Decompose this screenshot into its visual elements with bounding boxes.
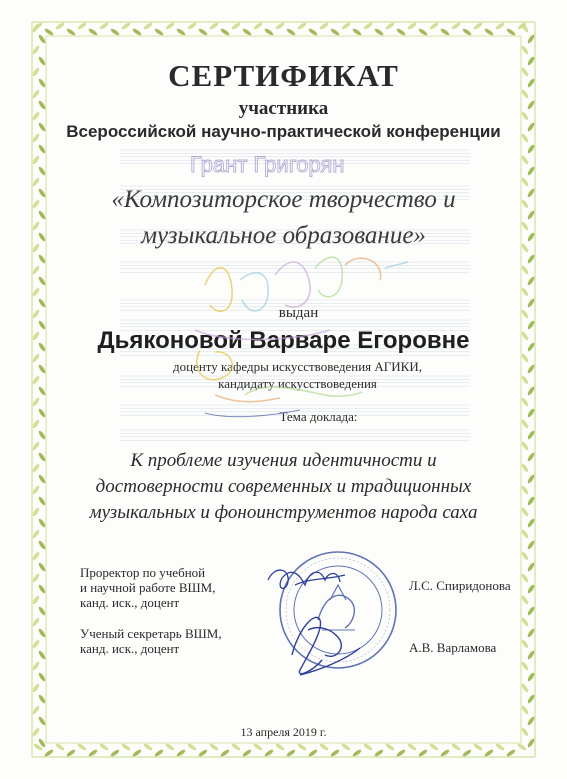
- signatory-2-role: [80, 626, 222, 656]
- position-line1: доценту кафедры искусствоведения АГИКИ,: [173, 359, 422, 374]
- position-line2: кандидату искусствоведения: [218, 376, 377, 391]
- certificate-title: СЕРТИФИКАТ: [168, 58, 399, 93]
- conference-name: [0, 182, 567, 254]
- topic-line2: достоверности современных и традиционных: [95, 476, 472, 497]
- report-theme-label: Тема доклада:: [279, 409, 358, 424]
- certificate-subtitle: участника: [238, 98, 329, 119]
- signatory-2-name: А.В. Варламова: [409, 640, 497, 655]
- topic-line1: К проблеме изучения идентичности и: [130, 450, 437, 471]
- signatory-1-role-line1: Проректор по учебной: [80, 565, 206, 580]
- signatory-2-role-line2: канд. иск., доцент: [80, 641, 180, 656]
- topic-line3: музыкальных и фоноинструментов народа саха: [89, 502, 478, 523]
- recipient-name: Дьяконовой Варваре Егоровне: [97, 327, 470, 354]
- signatory-1-role: [80, 565, 215, 610]
- report-topic: [0, 448, 567, 526]
- issue-date: 13 апреля 2019 г.: [240, 725, 327, 739]
- signatory-2-role-line1: Ученый секретарь ВШМ,: [80, 626, 222, 641]
- grant-stamp-text: Грант Григорян: [190, 152, 345, 177]
- conference-name-line1: «Композиторское творчество и: [111, 186, 456, 213]
- conference-type: Всероссийской научно-практической конференции: [66, 122, 501, 141]
- signatory-1-name: Л.С. Спиридонова: [409, 578, 511, 593]
- issued-label: выдан: [278, 305, 319, 321]
- signatory-1-role-line2: и научной работе ВШМ,: [80, 580, 216, 595]
- conference-name-line2: музыкальное образование»: [141, 222, 426, 249]
- recipient-position: [0, 358, 567, 392]
- signatory-1-role-line3: канд. иск., доцент: [80, 595, 180, 610]
